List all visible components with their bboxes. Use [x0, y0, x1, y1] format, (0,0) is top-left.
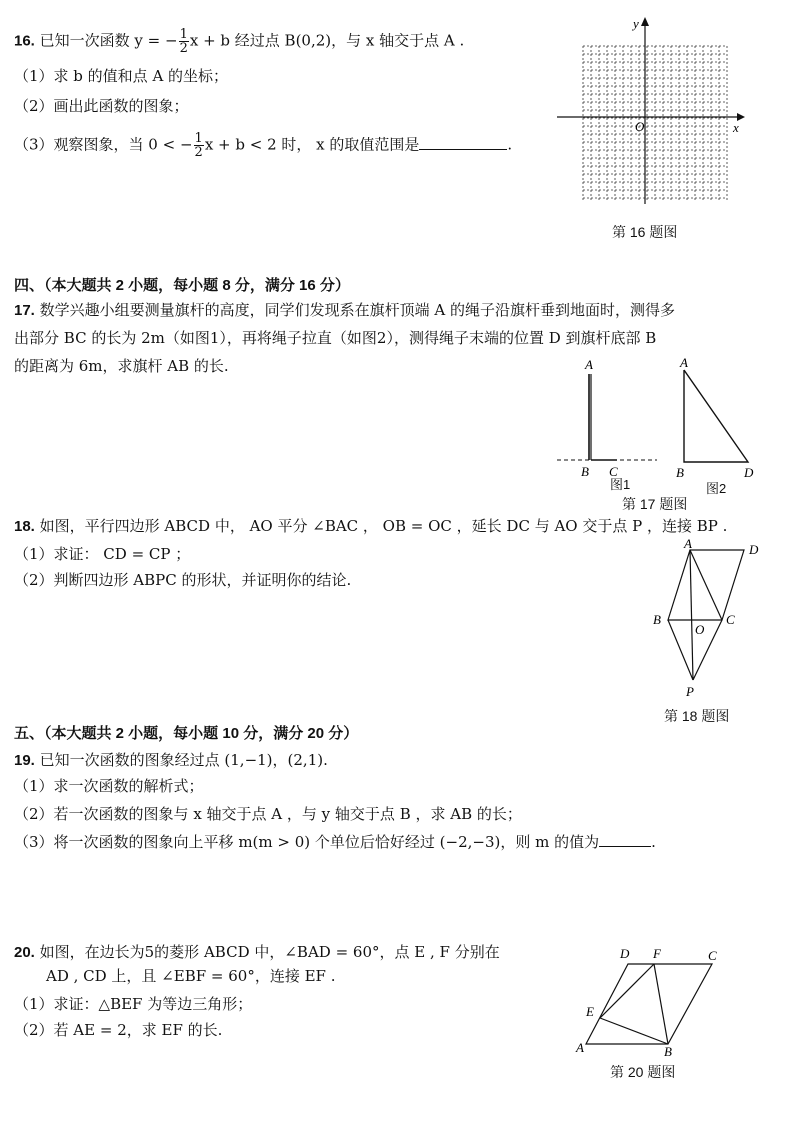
q16-number: 16.	[14, 32, 35, 50]
segment-FB	[654, 964, 668, 1044]
q17-figure-2	[670, 356, 770, 486]
q16-caption: 第 16 题图	[612, 224, 678, 240]
label-B: B	[581, 464, 589, 479]
q18-line1	[14, 516, 727, 537]
q20-line1	[14, 942, 500, 963]
q19-part3-end: .	[651, 833, 656, 851]
q19-part2: （2）若一次函数的图象与 x 轴交于点 A ，与 y 轴交于点 B ，求 AB 的长；	[14, 805, 522, 823]
segment-BP	[668, 620, 693, 680]
q20-text1: 如图，在边长为5的菱形 ABCD 中，∠BAD = 60°，点 E , F 分别在	[39, 943, 500, 961]
label-B: B	[664, 1044, 672, 1059]
origin-label: O	[635, 119, 645, 134]
q16-part3	[14, 132, 512, 159]
label-D: D	[620, 946, 630, 961]
label-B: B	[653, 612, 661, 627]
q17-caption: 第 17 题图	[622, 496, 688, 512]
label-C: C	[609, 464, 618, 479]
q19-number: 19.	[14, 752, 35, 769]
fraction-numerator: 1	[194, 131, 203, 146]
q19-text1: 已知一次函数的图象经过点 (1,−1)，(2,1).	[39, 751, 328, 769]
label-F: F	[653, 946, 661, 961]
y-axis-label: y	[633, 16, 639, 31]
section-4-header: 四、（本大题共 2 小题，每小题 8 分，满分 16 分）	[14, 277, 350, 294]
answer-blank[interactable]	[419, 149, 507, 150]
q18-part2: （2）判断四边形 ABPC 的形状，并证明你的结论.	[14, 571, 352, 589]
label-C: C	[726, 612, 735, 627]
q18-text1: 如图，平行四边形 ABCD 中， AO 平分 ∠BAC ， OB = OC ，延长 DC 与 AO 交于点 P ，连接 BP .	[39, 517, 728, 535]
label-D: D	[749, 542, 759, 557]
q16-coordinate-grid	[555, 14, 755, 214]
q18-number: 18.	[14, 518, 35, 535]
q17-line2: 出部分 BC 的长为 2m（如图1），再将绳子拉直（如图2），测得绳子末端的位置 D 到旗杆底部 B	[14, 329, 657, 347]
q18-figure	[648, 538, 776, 704]
label-O: O	[695, 622, 705, 637]
x-axis-label: x	[733, 120, 739, 135]
q17-line1	[14, 300, 675, 321]
q19-part3	[14, 832, 656, 852]
q16-stem-b: x + b 经过点 B(0,2)，与 x 轴交于点 A .	[189, 31, 465, 50]
q16-fraction	[179, 28, 189, 55]
label-P: P	[686, 684, 694, 699]
label-C: C	[708, 948, 717, 963]
fraction-denominator: 2	[179, 41, 188, 56]
segment-EB	[600, 1018, 668, 1044]
q20-number: 20.	[14, 944, 35, 961]
fraction-numerator: 1	[179, 27, 188, 42]
q16-stem-a: 已知一次函数 y = −	[39, 31, 178, 50]
label-A: A	[684, 538, 692, 551]
q16-part3-end: .	[507, 135, 513, 154]
q17-fig1-label: 图1	[610, 477, 631, 492]
label-A: A	[576, 1040, 584, 1055]
q19-line1	[14, 750, 328, 771]
q16-part3-b: x + b < 2 时， x 的取值范围是	[204, 135, 420, 154]
q16-part3-a: （3）观察图象，当 0 < −	[14, 135, 193, 154]
q19-part3-text: （3）将一次函数的图象向上平移 m(m > 0) 个单位后恰好经过 (−2,−3)，则 m 的值为	[14, 833, 600, 851]
q19-part1: （1）求一次函数的解析式；	[14, 777, 204, 795]
label-A: A	[680, 356, 688, 370]
right-triangle	[684, 370, 748, 462]
segment-AP	[690, 550, 693, 680]
q18-part1: （1）求证： CD = CP ；	[14, 545, 191, 563]
label-A: A	[585, 357, 593, 372]
q20-part1: （1）求证：△BEF 为等边三角形；	[14, 995, 253, 1013]
q17-figure-1	[555, 356, 665, 486]
q18-caption: 第 18 题图	[664, 708, 730, 724]
q20-figure	[570, 938, 740, 1062]
q20-line2: AD , CD 上，且 ∠EBF = 60°，连接 EF .	[46, 967, 336, 985]
section-5-header: 五、（本大题共 2 小题，每小题 10 分，满分 20 分）	[14, 725, 359, 742]
q17-number: 17.	[14, 302, 35, 319]
q20-part2: （2）若 AE = 2，求 EF 的长.	[14, 1021, 223, 1039]
label-E: E	[586, 1004, 594, 1019]
q17-text1: 数学兴趣小组要测量旗杆的高度，同学们发现系在旗杆顶端 A 的绳子沿旗杆垂到地面时，测得多	[39, 301, 676, 319]
rhombus-ABCD	[586, 964, 712, 1044]
y-axis-arrow-icon	[641, 17, 649, 26]
q20-caption: 第 20 题图	[610, 1064, 676, 1080]
segment-EF	[600, 964, 654, 1018]
q16-part2: （2）画出此函数的图象；	[14, 97, 189, 115]
fraction-denominator: 2	[194, 145, 203, 160]
q16-part1: （1）求 b 的值和点 A 的坐标；	[14, 67, 229, 85]
q16-part3-fraction	[194, 132, 204, 159]
q16-stem	[14, 28, 464, 55]
label-D: D	[744, 465, 754, 480]
label-B: B	[676, 465, 684, 480]
q17-fig2-label: 图2	[706, 481, 727, 496]
diagonal-AC	[690, 550, 722, 620]
q17-line3: 的距离为 6m，求旗杆 AB 的长.	[14, 357, 229, 375]
answer-blank[interactable]	[599, 846, 651, 847]
